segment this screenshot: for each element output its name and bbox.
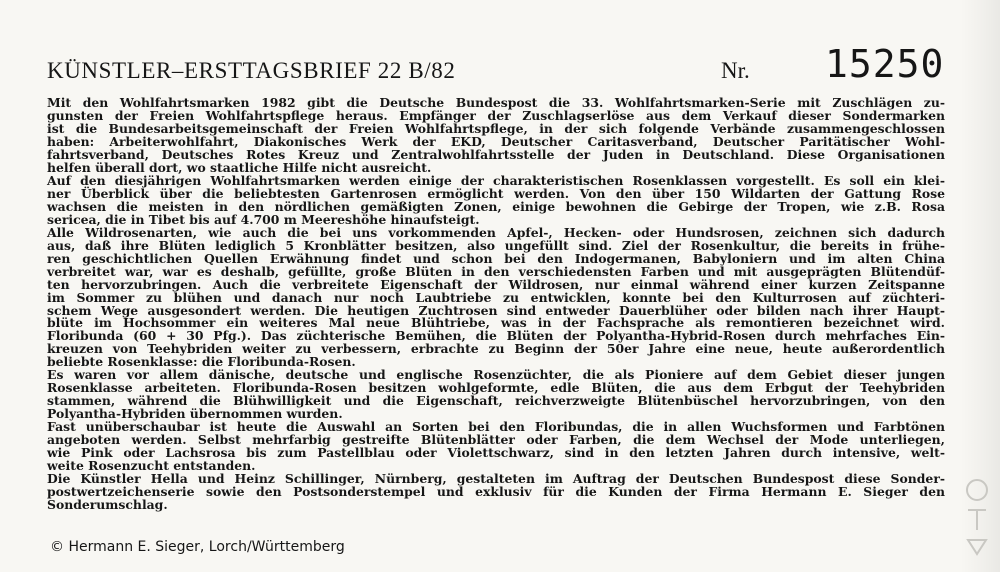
body-line: aus, daß ihre Blüten lediglich 5 Kronblätter besitzen, also ungefüllt sind. Ziel der Rosenkultur, die bereits in frühe- [47, 237, 945, 253]
watermark-logo [960, 470, 994, 562]
body-line: schem Wege ausgesondert werden. Die heutigen Zuchtrosen sind entweder Dauerblüher oder bilden nach ihrer Haupt- [47, 302, 945, 318]
body-line: Floribunda (60 + 30 Pfg.). Das züchterische Bemühen, die Blüten der Polyantha-Hybrid-Rosen durch mehrfaches Ein- [47, 328, 945, 344]
body-line: ten hervorzubringen. Auch die verbreitete Eigenschaft der Wildrosen, nur einmal während einer kurzen Zeitspanne [47, 276, 945, 292]
body-line: Mit den Wohlfahrtsmarken 1982 gibt die Deutsche Bundespost die 33. Wohlfahrtsmarken-Serie mit Zuschlägen zu- [47, 95, 945, 110]
body-line: Alle Wildrosenarten, wie auch die bei uns vorkommenden Apfel-, Hecken- oder Hundsrosen, zeichnen sich dadurch [47, 224, 945, 240]
copyright-footer: © Hermann E. Sieger, Lorch/Württemberg [50, 539, 345, 555]
body-line: im Sommer zu blühen und danach nur noch Laubtriebe zu entwicklen, konnte bei den Kulturrosen auf züchteri- [47, 289, 945, 305]
body-line: angeboten werden. Selbst mehrfarbig gestreifte Blütenblätter oder Farben, die dem Wechsel der Mode unterliegen, [47, 432, 945, 448]
body-line: stammen, während die Blühwilligkeit und die Eigenschaft, reichverzweigte Blütenbüschel hervorzubringen, von den [47, 393, 945, 409]
body-line: Rosenklasse arbeiteten. Floribunda-Rosen besitzen wohlgeformte, edle Blüten, die aus dem Erbgut der Teehybriden [47, 380, 945, 396]
body-text [47, 96, 945, 511]
body-line: wie Pink oder Lachsrosa bis zum Pastellblau oder Violettschwarz, sind in den letzten Jahren durch intensive, welt- [47, 445, 945, 461]
header [47, 42, 947, 94]
body-line: weite Rosenzucht entstanden. [47, 458, 256, 474]
body-line: helfen überall dort, wo staatliche Hilfe nicht ausreicht. [47, 159, 432, 175]
body-line: Auf den diesjährigen Wohlfahrtsmarken werden einige der charakteristischen Rosenklassen vorgestellt. Es soll ein klei- [47, 172, 945, 188]
body-line: Fast unüberschaubar ist heute die Auswahl an Sorten bei den Floribundas, die in allen Wuchsformen und Farbtönen [47, 419, 945, 435]
body-line: ner Überblick über die beliebtesten Gartenrosen ermöglicht werden. Von den über 150 Wildarten der Gattung Rose [47, 185, 945, 201]
body-line: verbreitet war, war es deshalb, gefüllte, große Blüten in den verschiedensten Farben und mit ausgeprägten Blütendüf- [47, 263, 945, 279]
body-line: Es waren vor allem dänische, deutsche und englische Rosenzüchter, die als Pioniere auf dem Gebiet dieser jungen [47, 367, 945, 383]
body-line: Sonderumschlag. [47, 497, 168, 513]
body-line: Polyantha-Hybriden übernommen wurden. [47, 406, 343, 422]
document-title: KÜNSTLER–ERSTTAGSBRIEF 22 B/82 [47, 58, 456, 83]
body-line: kreuzen von Teehybriden weiter zu verbessern, erbrachte zu Beginn der 50er Jahre eine neue, heute außerordentlich [47, 341, 945, 357]
body-line: haben: Arbeiterwohlfahrt, Diakonisches Werk der EKD, Deutscher Caritasverband, Deutscher Paritätischer Wohl- [47, 133, 945, 149]
body-line: fahrtsverband, Deutsches Rotes Kreuz und Zentralwohlfahrtsstelle der Juden in Deutschland. Diese Organisationen [47, 146, 945, 162]
serial-number: 15250 [825, 42, 945, 86]
body-line: Die Künstler Hella und Heinz Schillinger, Nürnberg, gestalteten im Auftrag der Deutschen Bundespost diese Sonder- [47, 471, 945, 487]
body-line: ren geschichtlichen Quellen Erwähnung findet und schon bei den Indogermanen, Babyloniern und im alten China [47, 250, 945, 266]
body-line: gunsten der Freien Wohlfahrtspflege heraus. Empfänger der Zuschlagserlöse aus dem Verkauf dieser Sondermarken [47, 107, 945, 123]
body-line: postwertzeichenserie sowie den Postsonderstempel und exklusiv für die Kunden der Firma Hermann E. Sieger den [47, 484, 945, 500]
body-line: ist die Bundesarbeitsgemeinschaft der Freien Wohlfahrtspflege, in der sich folgende Verbände zusammengeschlossen [47, 120, 945, 136]
number-label: Nr. [721, 58, 750, 83]
body-line: sericea, die in Tibet bis auf 4.700 m Meereshöhe hinaufsteigt. [47, 211, 480, 227]
body-line: wachsen die meisten in den nördlichen gemäßigten Zonen, einige bewohnen die Gebirge der Tropen, wie z.B. Rosa [47, 198, 945, 214]
body-line: beliebte Rosenklasse: die Floribunda-Rosen. [47, 354, 356, 370]
body-line: blüte im Hochsommer ein weiteres Mal neue Blühtriebe, was in der Fachsprache als remontieren bezeichnet wird. [47, 315, 945, 331]
